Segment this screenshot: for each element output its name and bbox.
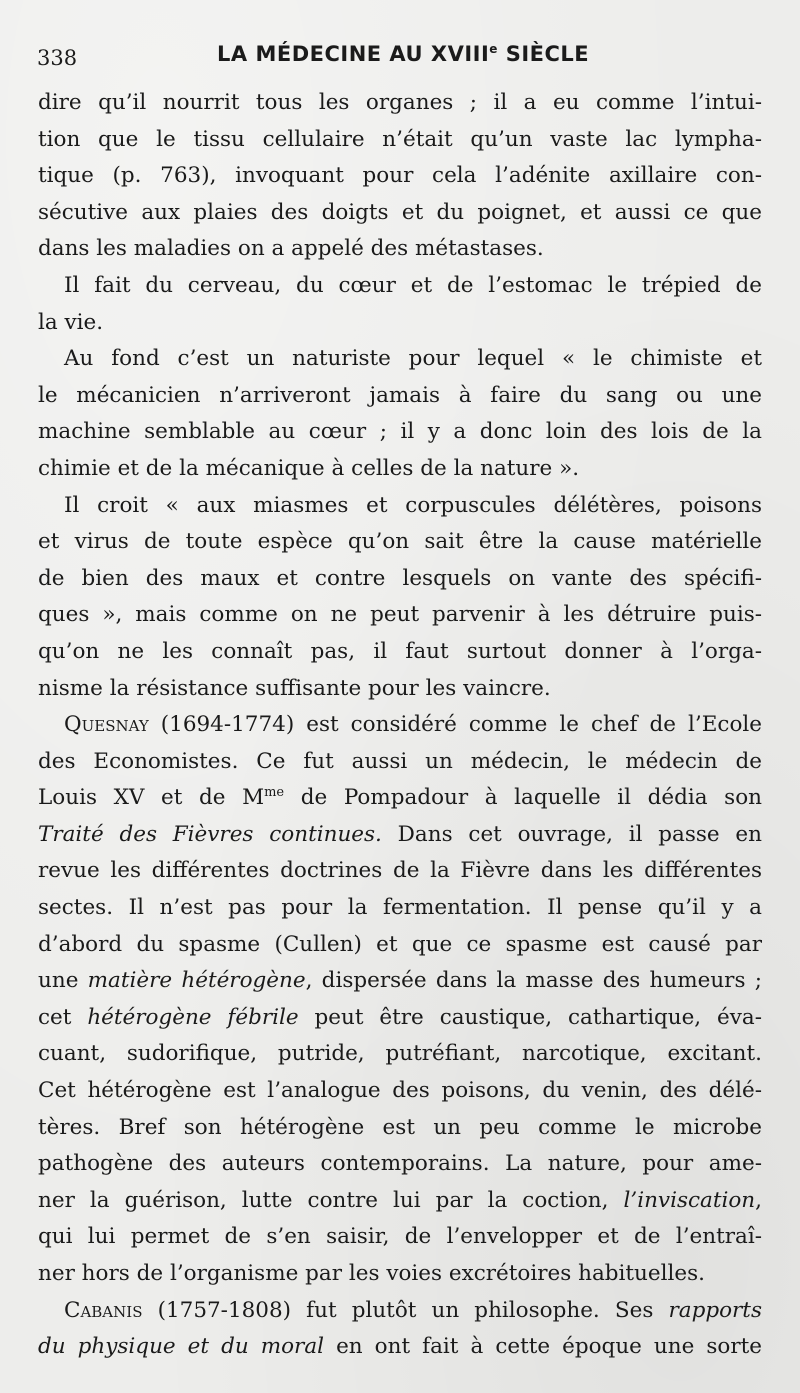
text-line: le mécanicien n’arriveront jamais à faire du sang ou une [38, 382, 762, 408]
text-line: tique (p. 763), invoquant pour cela l’adénite axillaire con- [38, 163, 762, 189]
text-line: la vie. [38, 309, 104, 335]
text-line: dire qu’il nourrit tous les organes ; il a eu comme l’intui- [38, 90, 762, 115]
text-line: ner hors de l’organisme par les voies excrétoires habituelles. [38, 1261, 705, 1286]
text-line: chimie et de la mécanique à celles de la nature ». [38, 455, 580, 481]
text-line: une matière hétérogène, dispersée dans la masse des humeurs ; [38, 968, 762, 994]
text-line: cuant, sudorifique, putride, putréfiant, narcotique, excitant. [38, 1041, 762, 1067]
text-line: de bien des maux et contre lesquels on vante des spécifi- [38, 565, 762, 591]
author-name-cabanis: Cabanis [64, 1297, 143, 1323]
text-line: Au fond c’est un naturiste pour lequel « le chimiste et [64, 346, 762, 372]
text-line: et virus de toute espèce qu’on sait être la cause matérielle [38, 529, 762, 555]
text-line: d’abord du spasme (Cullen) et que ce spasme est causé par [38, 931, 762, 957]
running-title [217, 42, 589, 66]
page-header [0, 36, 800, 76]
book-title: Traité des Fièvres continues. [38, 821, 382, 847]
text-line: dans les maladies on a appelé des métastases. [38, 236, 544, 262]
text-line: Cet hétérogène est l’analogue des poisons, du venin, des délé- [38, 1078, 762, 1104]
text-line: des Economistes. Ce fut aussi un médecin, le médecin de [38, 748, 762, 774]
text-line: sectes. Il n’est pas pour la fermentation. Il pense qu’il y a [38, 895, 762, 921]
text-line: ques », mais comme on ne peut parvenir à les détruire puis- [38, 602, 762, 628]
text-line: tères. Bref son hétérogène est un peu comme le microbe [38, 1114, 762, 1140]
running-title-superscript: e [489, 42, 498, 56]
text-line: pathogène des auteurs contemporains. La nature, pour ame- [38, 1151, 762, 1177]
text-line: qui lui permet de s’en saisir, de l’envelopper et de l’entraî- [38, 1224, 762, 1250]
text-line: Il fait du cerveau, du cœur et de l’estomac le trépied de [64, 272, 762, 298]
text-line: ner la guérison, lutte contre lui par la coction, l’inviscation, [38, 1187, 762, 1213]
running-title-end: SIÈCLE [497, 42, 590, 66]
text-line: sécutive aux plaies des doigts et du poignet, et aussi ce que [38, 199, 762, 225]
text-line: qu’on ne les connaît pas, il faut surtout donner à l’orga- [38, 638, 762, 664]
page-number: 338 [37, 46, 78, 70]
text-line: machine semblable au cœur ; il y a donc loin des lois de la [38, 419, 762, 445]
text-line: Louis XV et de $M^{me}$ de Pompadour à laquelle il dédia son [38, 785, 762, 811]
text-line: Il croit « aux miasmes et corpuscules délétères, poisons [64, 492, 762, 518]
text-line: Quesnay (1694-1774) est considéré comme le chef de l’Ecole [64, 712, 762, 738]
text-line: nisme la résistance suffisante pour les vaincre. [38, 675, 551, 701]
text-line: revue les différentes doctrines de la Fièvre dans les différentes [38, 858, 762, 884]
text-line: tion que le tissu cellulaire n’était qu’un vaste lac lympha- [38, 126, 762, 152]
text-line: du physique et du moral en ont fait à cette époque une sorte [38, 1334, 762, 1360]
text-line: cet hétérogène fébrile peut être caustique, cathartique, éva- [38, 1004, 762, 1030]
running-title-text: LA MÉDECINE AU XVIII [217, 42, 490, 66]
body-text [38, 85, 762, 1366]
text-line: Traité des Fièvres continues. Dans cet ouvrage, il passe en [38, 821, 762, 847]
text-line: Cabanis (1757-1808) fut plutôt un philosophe. Ses rapports [64, 1297, 762, 1323]
author-name-quesnay: Quesnay [64, 712, 149, 738]
